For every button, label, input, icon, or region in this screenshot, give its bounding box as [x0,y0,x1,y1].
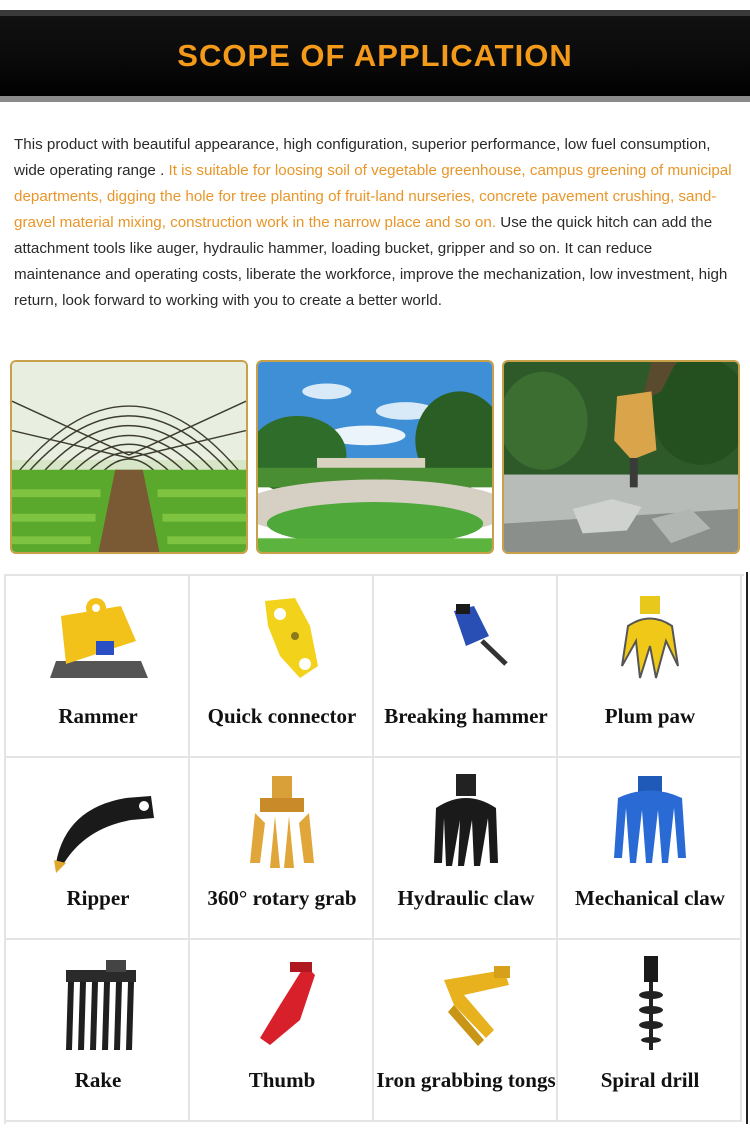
intro-highlight-text: It is suitable for loosing soil of vegetable greenhouse, campus greening of municipal departments, digging the hole for tree planting of fruit-land nurseries, concrete pavement crushing, sand-gravel material mixing, construction work in the narrow place and so on. [14,162,732,231]
attachment-spiral-drill [558,940,742,1122]
intro-text-1: This product with beautiful appearance, high configuration, superior performance, low fuel consumption, wide operating range . [14,136,711,179]
section-banner [0,10,750,102]
greenhouse-photo [10,360,248,554]
attachment-label: Thumb [248,1068,316,1092]
intro-paragraph [14,132,736,314]
attachment-iron-grabbing-tongs [374,940,558,1122]
attachment-breaking-hammer [374,576,558,758]
rotary-grab-icon [210,768,354,880]
plum-paw-icon [578,586,722,698]
ripper-icon [26,768,170,880]
attachment-rake [6,940,190,1122]
attachment-hydraulic-claw [374,758,558,940]
attachment-label: Hydraulic claw [397,886,535,910]
attachment-rammer [6,576,190,758]
attachment-label: Breaking hammer [384,704,548,728]
intro-text-2: Use the quick hitch can add the attachment tools like auger, hydraulic hammer, loading bucket, gripper and so on. It can reduce maintenance and operating costs, liberate the workforce, improve the mechanization, low investment, high return, look forward to working with you to create a better world. [14,214,728,309]
section-title: SCOPE OF APPLICATION [177,38,573,73]
attachment-ripper [6,758,190,940]
attachment-plum-paw [558,576,742,758]
attachment-label: Iron grabbing tongs [376,1068,556,1092]
attachment-label: Plum paw [604,704,696,728]
thumb-icon [210,950,354,1062]
attachment-label: Quick connector [207,704,357,728]
attachment-label: 360° rotary grab [207,886,357,910]
attachment-grid [4,574,744,1124]
attachment-label: Rammer [58,704,138,728]
attachment-mechanical-claw [558,758,742,940]
attachment-quick-connector [190,576,374,758]
hydraulic-claw-icon [394,768,538,880]
attachment-label: Mechanical claw [575,886,725,910]
road-breaking-photo [502,360,740,554]
iron-grabbing-tongs-icon [394,950,538,1062]
attachment-label: Rake [74,1068,122,1092]
attachment-rotary-grab [190,758,374,940]
spiral-drill-icon [578,950,722,1062]
attachment-label: Spiral drill [600,1068,700,1092]
campus-photo [256,360,494,554]
mechanical-claw-icon [578,768,722,880]
attachment-label: Ripper [66,886,130,910]
rammer-icon [26,586,170,698]
rake-icon [26,950,170,1062]
attachment-thumb [190,940,374,1122]
breaking-hammer-icon [394,586,538,698]
quick-connector-icon [210,586,354,698]
grid-edge-line [746,572,748,1124]
